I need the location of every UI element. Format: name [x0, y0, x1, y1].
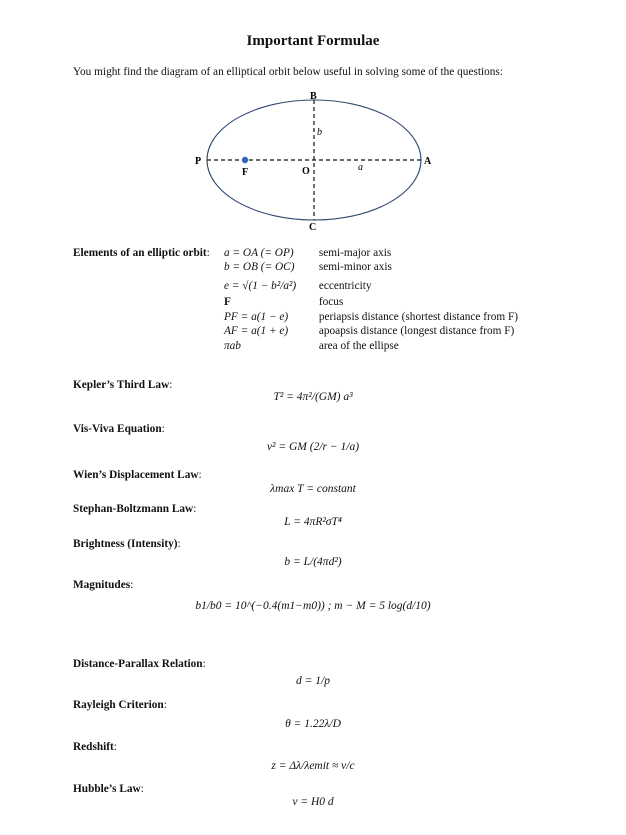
formula-wien: λmax T = constant: [270, 483, 356, 495]
label-B: B: [310, 91, 317, 102]
label-a: a: [358, 162, 363, 173]
intro-text: You might find the diagram of an elliptical orbit below useful in solving some of the questions:: [73, 66, 503, 78]
element-formula: AF = a(1 + e): [224, 325, 289, 337]
label-P: P: [195, 156, 202, 167]
element-row: [224, 280, 372, 292]
section-heading: Redshift:: [73, 741, 117, 753]
formula-rayleigh: θ = 1.22λ/D: [285, 718, 341, 730]
element-formula: F: [224, 296, 231, 308]
formula-vis-viva: v² = GM (2/r − 1/a): [266, 441, 360, 453]
element-desc: periapsis distance (shortest distance from F): [318, 311, 519, 323]
element-desc: area of the ellipse: [318, 340, 399, 352]
section-heading: Kepler’s Third Law:: [73, 379, 173, 391]
section-heading: Wien’s Displacement Law:: [73, 469, 202, 481]
element-row: [224, 340, 399, 352]
element-formula: PF = a(1 − e): [224, 311, 289, 323]
section-heading: Magnitudes:: [73, 579, 134, 591]
formula-parallax: d = 1/p: [296, 675, 330, 687]
focus-point: [242, 157, 248, 163]
label-b: b: [317, 127, 322, 138]
element-desc: eccentricity: [318, 280, 372, 292]
section-heading: Stephan-Boltzmann Law:: [73, 503, 197, 515]
section-heading: Brightness (Intensity):: [73, 538, 181, 550]
element-formula: e = √(1 − b²/a²): [224, 280, 297, 292]
formula-kepler: T² = 4π²/(GM) a³: [273, 391, 353, 403]
element-row: [224, 311, 518, 323]
formula-redshift: z = Δλ/λemit ≈ v/c: [271, 760, 355, 772]
section-heading: Distance-Parallax Relation:: [73, 658, 206, 670]
label-A: A: [424, 156, 432, 167]
element-row: [224, 296, 343, 308]
ellipse-orbit-diagram: [190, 86, 440, 236]
element-formula: a = OA (= OP): [224, 247, 294, 259]
element-desc: semi-minor axis: [318, 261, 392, 273]
label-F: F: [242, 167, 249, 178]
label-C: C: [309, 222, 317, 233]
element-formula: πab: [224, 340, 241, 352]
element-row: [224, 247, 391, 259]
formula-hubble: v = H0 d: [292, 796, 334, 808]
element-formula: b = OB (= OC): [224, 261, 295, 273]
section-heading: Rayleigh Criterion:: [73, 699, 167, 711]
element-row: [224, 325, 514, 337]
formula-magnitudes: b1/b0 = 10^(−0.4(m1−m0)) ; m − M = 5 log(d/10): [195, 600, 431, 612]
formula-stefan-boltzmann: L = 4πR²σT⁴: [284, 516, 342, 528]
element-row: [224, 261, 392, 273]
element-desc: focus: [318, 296, 344, 308]
label-O: O: [302, 166, 310, 177]
section-heading: Hubble’s Law:: [73, 783, 144, 795]
element-desc: semi-major axis: [318, 247, 392, 259]
elements-label: Elements of an elliptic orbit:: [73, 247, 210, 259]
page-title: Important Formulae: [246, 33, 380, 49]
element-desc: apoapsis distance (longest distance from F): [318, 325, 515, 337]
formula-brightness: b = L/(4πd²): [284, 556, 342, 568]
section-heading: Vis-Viva Equation:: [73, 423, 165, 435]
